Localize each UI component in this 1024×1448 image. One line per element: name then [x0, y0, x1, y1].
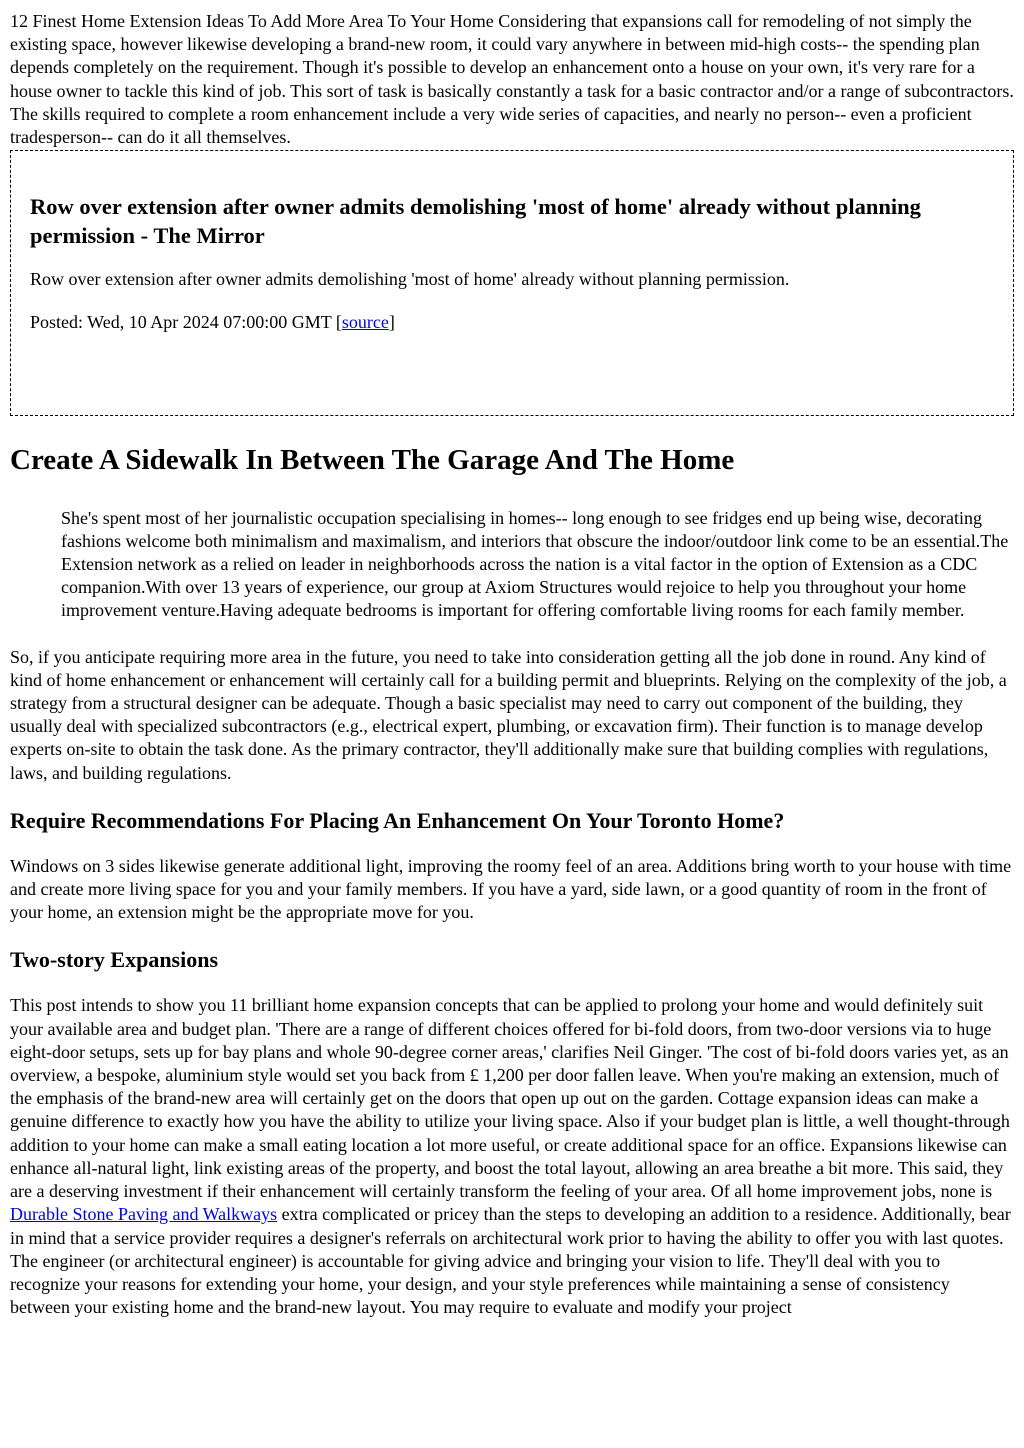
- posted-date: Posted: Wed, 10 Apr 2024 07:00:00 GMT [: [30, 312, 342, 333]
- paragraph-text-end: extra complicated or pricey than the steps to developing an addition to a residence. Additionally, bear in mind that a service provider requires a designer's referrals on architectural work prior to having the ability to offer you with last quotes. The engineer (or architectural engineer) is accountable for giving advice and bringing your vision to life. They'll deal with you to recognize your reasons for extending your home, your design, and your style preferences while maintaining a sense of consistency between your existing home and the brand-new layout. You may require to evaluate and modify your project: [10, 1204, 1011, 1318]
- paving-link[interactable]: Durable Stone Paving and Walkways: [10, 1204, 278, 1225]
- posted-bracket: ]: [388, 312, 395, 333]
- news-description: Row over extension after owner admits demolishing 'most of home' already without planning permission.: [30, 269, 790, 290]
- paragraph-text-start: This post intends to show you 11 brilliant home expansion concepts that can be applied to prolong your home and would definitely suit your available area and budget plan. 'There are a range of different choices offered for bi-fold doors, from two-door versions via to huge eight-door setups, sets up for bay plans and whole 90-degree corner areas,' clarifies Neil Ginger. 'The cost of bi-fold doors varies yet, as an overview, a bespoke, aluminium style would set you back from £ 1,200 per door fallen leave. When you're making an extension, much of the emphasis of the brand-new area will certainly get on the doors that open up out on the garden. Cottage expansion ideas can make a genuine difference to exactly how you have the ability to utilize your living space. Also if your budget plan is little, a well thought-through addition to your home can make a small eating location a lot more useful, or create additional space for an office. Expansions likewise can enhance all-natural light, link existing areas of the property, and boost the total layout, allowing an area breathe a bit more. This said, they are a deserving investment if their enhancement will certainly transform the feeling of your area. Of all home improvement jobs, none is: [10, 995, 1010, 1202]
- news-posted: [30, 311, 994, 334]
- section-heading-sidewalk: Create A Sidewalk In Between The Garage And The Home: [10, 443, 735, 476]
- source-link[interactable]: source: [341, 312, 389, 333]
- paragraph-round: So, if you anticipate requiring more area in the future, you need to take into consideration getting all the job done in round. Any kind of kind of home enhancement or enhancement will certainly call for a building permit and blueprints. Relying on the complexity of the job, a strategy from a structural designer can be adequate. Though a basic specialist may need to carry out component of the building, they usually deal with specialized subcontractors (e.g., electrical expert, plumbing, or excavation firm). Their function is to manage develop experts on-site to obtain the task done. As the primary contractor, they'll additionally make sure that building complies with regulations, laws, and building regulations.: [10, 646, 1007, 783]
- section-heading-toronto: Require Recommendations For Placing An Enhancement On Your Toronto Home?: [10, 807, 785, 833]
- paragraph-expansion: [10, 994, 1014, 1319]
- paragraph-windows: Windows on 3 sides likewise generate additional light, improving the roomy feel of an area. Additions bring worth to your house with time and create more living space for you and your family members. If you have a yard, side lawn, or a good quantity of room in the front of your home, an extension might be the appropriate move for you.: [10, 855, 1012, 923]
- news-title: Row over extension after owner admits demolishing 'most of home' already without planning permission - The Mirror: [30, 194, 921, 248]
- intro-paragraph: 12 Finest Home Extension Ideas To Add More Area To Your Home Considering that expansions call for remodeling of not simply the existing space, however likewise developing a brand-new room, it could vary anywhere in between mid-high costs-- the spending plan depends completely on the requirement. Though it's possible to develop an enhancement onto a house on your own, it's very rare for a house owner to tackle this kind of job. This sort of task is basically constantly a task for a basic contractor and/or a range of subcontractors. The skills required to complete a room enhancement include a very wide series of capacities, and nearly no person-- even a proficient tradesperson-- can do it all themselves.: [10, 11, 1014, 148]
- news-card: [10, 150, 1014, 415]
- blockquote: She's spent most of her journalistic occupation specialising in homes-- long enough to see fridges end up being wise, decorating fashions welcome both minimalism and maximalism, and interiors that obscure the indoor/outdoor link come to be an essential.The Extension network as a relied on leader in neighborhoods across the nation is a vital factor in the option of Extension as a CDC companion.With over 13 years of experience, our group at Axiom Structures would rejoice to help you throughout your home improvement venture.Having adequate bedrooms is important for offering comfortable living rooms for each family member.: [61, 507, 1009, 621]
- section-heading-two-story: Two-story Expansions: [10, 947, 219, 973]
